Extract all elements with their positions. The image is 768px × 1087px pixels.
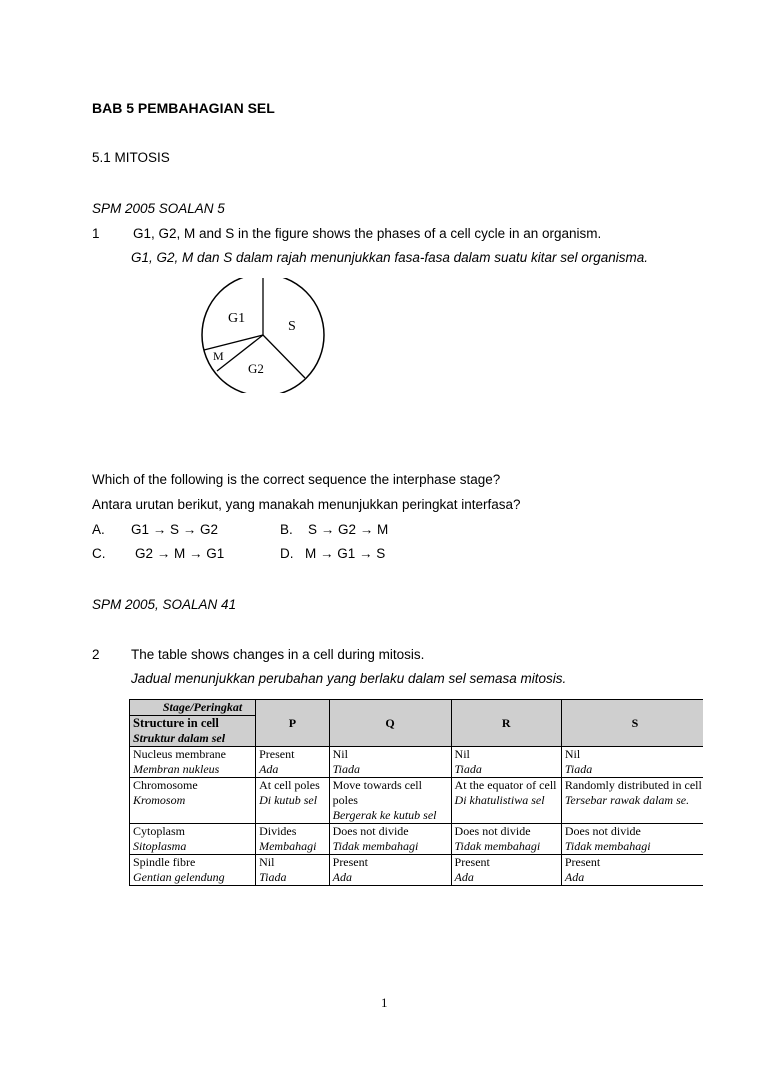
- row-structure: [130, 778, 256, 824]
- q2-source: SPM 2005, SOALAN 41: [92, 597, 237, 612]
- label-g2: G2: [248, 361, 264, 376]
- q1-stem-en: G1, G2, M and S in the figure shows the phases of a cell cycle in an organism.: [133, 226, 602, 241]
- cell-en: Randomly distributed in cell: [564, 778, 702, 792]
- table-cell: [256, 824, 330, 855]
- cell-ms: Tiada: [332, 762, 360, 776]
- table-cell: [561, 778, 703, 824]
- table-cell: [561, 855, 703, 886]
- corner-stage-label: Stage/Peringkat: [130, 700, 255, 716]
- cell-ms: Ada: [259, 762, 279, 776]
- cell-en: Present: [259, 747, 295, 761]
- header-p: P: [256, 700, 330, 747]
- table-header-row: [130, 700, 704, 747]
- cell-ms: Tidak membahagi: [454, 839, 541, 853]
- table-cell: [256, 747, 330, 778]
- cell-cycle-diagram: [195, 278, 330, 393]
- label-m: M: [213, 349, 224, 363]
- cell-en: Divides: [259, 824, 297, 838]
- cell-ms: Membahagi: [259, 839, 317, 853]
- mitosis-table-scan: [129, 699, 703, 899]
- table-cell: [451, 778, 561, 824]
- cell-ms: Di khatulistiwa sel: [454, 793, 545, 807]
- cell-en: Nil: [259, 855, 275, 869]
- structure-en: Chromosome: [133, 778, 198, 792]
- row-structure: [130, 747, 256, 778]
- mitosis-table: [129, 699, 703, 886]
- cell-ms: Ada: [332, 870, 352, 884]
- q2-stem-en: The table shows changes in a cell during mitosis.: [131, 647, 425, 662]
- cell-en: Nil: [454, 747, 470, 761]
- table-cell: [329, 824, 451, 855]
- cell-ms: Tiada: [259, 870, 287, 884]
- q1-question-ms: Antara urutan berikut, yang manakah menunjukkan peringkat interfasa?: [92, 497, 521, 512]
- q1-source: SPM 2005 SOALAN 5: [92, 201, 225, 216]
- cell-ms: Di kutub sel: [259, 793, 318, 807]
- cell-en: Nil: [564, 747, 581, 761]
- table-cell: [329, 747, 451, 778]
- corner-structure-label-ms: Struktur dalam sel: [133, 731, 226, 745]
- table-cell: [329, 778, 451, 824]
- table-cell: [329, 855, 451, 886]
- table-cell: [561, 747, 703, 778]
- cell-ms: Tiada: [454, 762, 482, 776]
- cell-en: At cell poles: [259, 778, 320, 792]
- cell-en: Present: [564, 855, 601, 869]
- cell-ms: Bergerak ke kutub sel: [332, 808, 437, 822]
- corner-structure-label: Structure in cell: [133, 716, 219, 730]
- header-s: S: [561, 700, 703, 747]
- label-s: S: [288, 319, 296, 334]
- table-corner-cell: [130, 700, 256, 747]
- structure-ms: Gentian gelendung: [133, 870, 225, 884]
- chapter-title: BAB 5 PEMBAHAGIAN SEL: [92, 100, 275, 116]
- cell-en: Does not divide: [564, 824, 641, 838]
- option-a-letter: A.: [92, 522, 105, 537]
- table-cell: [256, 855, 330, 886]
- table-cell: [451, 824, 561, 855]
- row-structure: [130, 824, 256, 855]
- structure-ms: Kromosom: [133, 793, 186, 807]
- cell-en: Present: [454, 855, 490, 869]
- cell-ms: Tidak membahagi: [564, 839, 651, 853]
- table-cell: [451, 747, 561, 778]
- option-d-letter: D.: [280, 546, 294, 561]
- option-c-text: G2 → M → G1: [135, 546, 225, 561]
- table-row: [130, 855, 704, 886]
- cell-ms: Ada: [454, 870, 474, 884]
- q1-question-en: Which of the following is the correct sequence the interphase stage?: [92, 472, 501, 487]
- cell-en: Move towards cell poles: [332, 778, 422, 807]
- q1-number: 1: [92, 226, 100, 241]
- structure-en: Cytoplasm: [133, 824, 186, 838]
- cell-en: At the equator of cell: [454, 778, 557, 792]
- option-c-letter: C.: [92, 546, 106, 561]
- header-q: Q: [329, 700, 451, 747]
- option-d-text: M → G1 → S: [305, 546, 386, 561]
- table-cell: [256, 778, 330, 824]
- row-structure: [130, 855, 256, 886]
- option-a-text: G1 → S → G2: [131, 522, 219, 537]
- structure-ms: Sitoplasma: [133, 839, 187, 853]
- cell-ms: Tiada: [564, 762, 593, 776]
- option-b-text: S → G2 → M: [308, 522, 389, 537]
- cell-en: Does not divide: [332, 824, 409, 838]
- table-row: [130, 778, 704, 824]
- q2-stem-ms: Jadual menunjukkan perubahan yang berlaku dalam sel semasa mitosis.: [131, 671, 567, 686]
- table-cell: [451, 855, 561, 886]
- table-row: [130, 747, 704, 778]
- structure-ms: Membran nukleus: [133, 762, 220, 776]
- q2-number: 2: [92, 647, 100, 662]
- table-row: [130, 824, 704, 855]
- label-g1: G1: [228, 311, 246, 326]
- structure-en: Nucleus membrane: [133, 747, 226, 761]
- header-r: R: [451, 700, 561, 747]
- option-b-letter: B.: [280, 522, 293, 537]
- cell-en: Present: [332, 855, 368, 869]
- cell-en: Nil: [332, 747, 348, 761]
- cell-ms: Tidak membahagi: [332, 839, 419, 853]
- q1-stem-ms: G1, G2, M dan S dalam rajah menunjukkan fasa-fasa dalam suatu kitar sel organisma.: [131, 250, 649, 265]
- cell-en: Does not divide: [454, 824, 531, 838]
- table-cell: [561, 824, 703, 855]
- cell-ms: Tersebar rawak dalam se.: [564, 793, 690, 807]
- section-heading: 5.1 MITOSIS: [92, 150, 170, 165]
- cell-ms: Ada: [564, 870, 585, 884]
- structure-en: Spindle fibre: [133, 855, 196, 869]
- divider-s-g2: [263, 335, 305, 378]
- page-number: 1: [381, 995, 388, 1010]
